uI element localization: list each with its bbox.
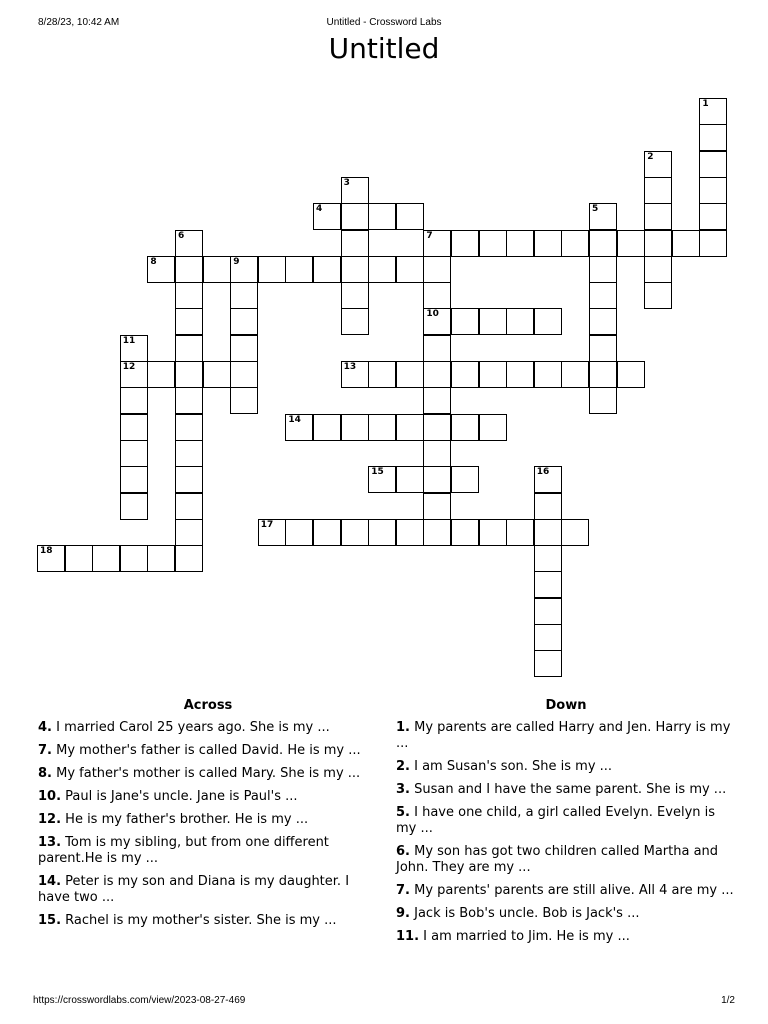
clue-text: My parents' parents are still alive. All 4 are my ... [409, 883, 734, 898]
crossword-cell[interactable] [423, 256, 451, 283]
print-page-number: 1/2 [721, 995, 735, 1006]
crossword-cell[interactable] [561, 519, 589, 546]
crossword-cell[interactable] [644, 177, 672, 204]
crossword-cell[interactable] [230, 387, 258, 414]
clue-text: Rachel is my mother's sister. She is my ... [61, 913, 337, 928]
crossword-cell[interactable] [699, 203, 727, 230]
clue-text: My father's mother is called Mary. She is my ... [51, 766, 361, 781]
crossword-cell[interactable] [699, 124, 727, 151]
clue-number: 3. [396, 782, 410, 797]
crossword-cell[interactable] [313, 203, 341, 230]
crossword-cell[interactable] [423, 308, 451, 335]
crossword-cell[interactable] [341, 414, 369, 441]
across-clues [38, 698, 378, 936]
crossword-cell[interactable] [644, 230, 672, 257]
clue-text: My mother's father is called David. He is my ... [51, 743, 361, 758]
crossword-cell[interactable] [175, 308, 203, 335]
crossword-cell[interactable] [423, 466, 451, 493]
across-clue [38, 835, 378, 867]
crossword-cell[interactable] [451, 466, 479, 493]
crossword-cell[interactable] [479, 308, 507, 335]
crossword-cell[interactable] [423, 230, 451, 257]
print-datetime: 8/28/23, 10:42 AM [38, 17, 120, 28]
clue-text: Paul is Jane's uncle. Jane is Paul's ... [61, 789, 298, 804]
crossword-cell[interactable] [644, 282, 672, 309]
cell-number: 2 [647, 151, 654, 162]
across-clue [38, 874, 378, 906]
crossword-cell[interactable] [230, 335, 258, 362]
crossword-cell[interactable] [451, 414, 479, 441]
crossword-cell[interactable] [396, 466, 424, 493]
crossword-cell[interactable] [534, 361, 562, 388]
cell-number: 18 [40, 546, 53, 557]
crossword-cell[interactable] [617, 230, 645, 257]
crossword-cell[interactable] [561, 361, 589, 388]
across-clue [38, 766, 378, 782]
crossword-cell[interactable] [147, 256, 175, 283]
crossword-cell[interactable] [506, 361, 534, 388]
crossword-cell[interactable] [534, 598, 562, 625]
crossword-cell[interactable] [120, 493, 148, 520]
down-clue [396, 759, 736, 775]
across-clue [38, 789, 378, 805]
crossword-cell[interactable] [589, 230, 617, 257]
crossword-cell[interactable] [534, 519, 562, 546]
crossword-cell[interactable] [699, 230, 727, 257]
clue-number: 6. [396, 844, 410, 859]
crossword-cell[interactable] [589, 308, 617, 335]
cell-number: 15 [371, 467, 384, 478]
cell-number: 3 [343, 177, 350, 188]
down-clue [396, 844, 736, 876]
crossword-cell[interactable] [423, 493, 451, 520]
crossword-cell[interactable] [120, 361, 148, 388]
crossword-cell[interactable] [534, 493, 562, 520]
clue-number: 14. [38, 874, 62, 889]
clue-text: I am married to Jim. He is my ... [419, 929, 630, 944]
cell-number: 10 [426, 309, 439, 320]
clue-text: He is my father's brother. He is my ... [61, 812, 309, 827]
crossword-cell[interactable] [423, 282, 451, 309]
clue-number: 5. [396, 805, 410, 820]
clue-number: 9. [396, 906, 410, 921]
crossword-cell[interactable] [175, 545, 203, 572]
down-clue [396, 805, 736, 837]
print-url: https://crosswordlabs.com/view/2023-08-27-469 [33, 995, 246, 1006]
cell-number: 5 [592, 204, 599, 215]
cell-number: 9 [233, 256, 240, 267]
puzzle-title: Untitled [328, 32, 440, 65]
crossword-cell[interactable] [644, 151, 672, 178]
crossword-cell[interactable] [175, 256, 203, 283]
crossword-cell[interactable] [423, 414, 451, 441]
clue-number: 1. [396, 720, 410, 735]
down-clue [396, 720, 736, 752]
crossword-cell[interactable] [203, 256, 231, 283]
down-clue [396, 883, 736, 899]
crossword-cell[interactable] [230, 282, 258, 309]
crossword-cell[interactable] [534, 466, 562, 493]
crossword-cell[interactable] [534, 308, 562, 335]
cell-number: 17 [260, 519, 274, 530]
crossword-cell[interactable] [644, 203, 672, 230]
crossword-cell[interactable] [258, 256, 286, 283]
crossword-cell[interactable] [589, 335, 617, 362]
crossword-cell[interactable] [534, 650, 562, 677]
crossword-cell[interactable] [506, 519, 534, 546]
crossword-cell[interactable] [120, 440, 148, 467]
crossword-cell[interactable] [479, 230, 507, 257]
crossword-cell[interactable] [699, 98, 727, 125]
crossword-cell[interactable] [175, 282, 203, 309]
crossword-cell[interactable] [120, 335, 148, 362]
crossword-cell[interactable] [451, 308, 479, 335]
crossword-cell[interactable] [699, 177, 727, 204]
down-heading: Down [545, 698, 587, 713]
crossword-cell[interactable] [617, 361, 645, 388]
crossword-cell[interactable] [175, 230, 203, 257]
crossword-cell[interactable] [341, 177, 369, 204]
crossword-cell[interactable] [175, 335, 203, 362]
crossword-cell[interactable] [589, 282, 617, 309]
crossword-cell[interactable] [479, 361, 507, 388]
clue-number: 11. [396, 929, 420, 944]
cell-number: 7 [426, 230, 433, 241]
cell-number: 11 [122, 335, 136, 346]
crossword-cell[interactable] [699, 151, 727, 178]
crossword-cell[interactable] [285, 414, 313, 441]
crossword-cell[interactable] [120, 545, 148, 572]
cell-number: 6 [178, 230, 185, 241]
clue-number: 13. [38, 835, 62, 850]
crossword-cell[interactable] [120, 466, 148, 493]
crossword-cell[interactable] [672, 230, 700, 257]
crossword-cell[interactable] [479, 414, 507, 441]
crossword-cell[interactable] [368, 361, 396, 388]
across-clue [38, 812, 378, 828]
cell-number: 8 [150, 256, 157, 267]
cell-number: 12 [122, 362, 136, 372]
crossword-cell[interactable] [423, 361, 451, 388]
crossword-cell[interactable] [341, 308, 369, 335]
crossword-cell[interactable] [423, 440, 451, 467]
cell-number: 4 [316, 204, 323, 215]
crossword-cell[interactable] [230, 308, 258, 335]
crossword-cell[interactable] [506, 308, 534, 335]
crossword-cell[interactable] [534, 624, 562, 651]
crossword-cell[interactable] [258, 519, 286, 546]
crossword-cell[interactable] [285, 519, 313, 546]
clue-text: Tom is my sibling, but from one different parent.He is my ... [38, 835, 329, 866]
crossword-cell[interactable] [175, 440, 203, 467]
crossword-cell[interactable] [285, 256, 313, 283]
crossword-cell[interactable] [589, 256, 617, 283]
clue-text: My son has got two children called Martha and John. They are my ... [396, 844, 719, 875]
crossword-cell[interactable] [368, 414, 396, 441]
crossword-cell[interactable] [451, 361, 479, 388]
crossword-cell[interactable] [534, 571, 562, 598]
crossword-cell[interactable] [175, 519, 203, 546]
crossword-cell[interactable] [147, 361, 175, 388]
clue-number: 2. [396, 759, 410, 774]
crossword-cell[interactable] [230, 256, 258, 283]
clue-text: I married Carol 25 years ago. She is my ... [51, 720, 330, 735]
clue-number: 10. [38, 789, 62, 804]
across-clue [38, 743, 378, 759]
cell-number: 13 [343, 362, 357, 372]
crossword-cell[interactable] [423, 335, 451, 362]
crossword-cell[interactable] [368, 519, 396, 546]
crossword-cell[interactable] [396, 519, 424, 546]
clue-text: Peter is my son and Diana is my daughter. I have two ... [38, 874, 350, 905]
crossword-cell[interactable] [120, 387, 148, 414]
crossword-cell[interactable] [341, 203, 369, 230]
crossword-cell[interactable] [341, 230, 369, 257]
cell-number: 14 [288, 414, 301, 425]
clue-number: 7. [396, 883, 410, 898]
crossword-cell[interactable] [506, 230, 534, 257]
crossword-cell[interactable] [396, 414, 424, 441]
crossword-cell[interactable] [396, 203, 424, 230]
clue-text: Susan and I have the same parent. She is my ... [409, 782, 727, 797]
crossword-cell[interactable] [479, 519, 507, 546]
crossword-cell[interactable] [589, 387, 617, 414]
crossword-cell[interactable] [451, 230, 479, 257]
down-clues [396, 698, 736, 952]
crossword-cell[interactable] [341, 256, 369, 283]
clue-number: 12. [38, 812, 62, 827]
clue-text: I have one child, a girl called Evelyn. Evelyn is my ... [396, 805, 716, 836]
crossword-cell[interactable] [534, 545, 562, 572]
crossword-cell[interactable] [120, 414, 148, 441]
crossword-cell[interactable] [175, 466, 203, 493]
crossword-cell[interactable] [92, 545, 120, 572]
across-heading: Across [183, 698, 233, 713]
crossword-cell[interactable] [368, 203, 396, 230]
crossword-cell[interactable] [396, 361, 424, 388]
crossword-cell[interactable] [175, 361, 203, 388]
cell-number: 16 [536, 467, 550, 478]
crossword-cell[interactable] [561, 230, 589, 257]
crossword-cell[interactable] [341, 282, 369, 309]
crossword-cell[interactable] [423, 387, 451, 414]
down-clue [396, 929, 736, 945]
clue-number: 15. [38, 913, 62, 928]
crossword-cell[interactable] [65, 545, 93, 572]
down-clue [396, 782, 736, 798]
crossword-cell[interactable] [175, 387, 203, 414]
crossword-cell[interactable] [313, 414, 341, 441]
clue-text: Jack is Bob's uncle. Bob is Jack's ... [409, 906, 640, 921]
crossword-cell[interactable] [313, 519, 341, 546]
crossword-cell[interactable] [313, 256, 341, 283]
crossword-cell[interactable] [203, 361, 231, 388]
across-clue [38, 720, 378, 736]
clue-text: My parents are called Harry and Jen. Harry is my ... [396, 720, 731, 751]
clue-text: I am Susan's son. She is my ... [409, 759, 613, 774]
crossword-cell[interactable] [589, 361, 617, 388]
crossword-cell[interactable] [423, 519, 451, 546]
clue-number: 7. [38, 743, 52, 758]
crossword-cell[interactable] [396, 256, 424, 283]
crossword-cell[interactable] [341, 361, 369, 388]
print-page-title: Untitled - Crossword Labs [326, 17, 442, 28]
across-clue [38, 913, 378, 929]
clue-number: 8. [38, 766, 52, 781]
down-clue [396, 906, 736, 922]
crossword-cell[interactable] [230, 361, 258, 388]
crossword-cell[interactable] [589, 203, 617, 230]
crossword-cell[interactable] [451, 519, 479, 546]
crossword-cell[interactable] [368, 256, 396, 283]
crossword-cell[interactable] [644, 256, 672, 283]
crossword-cell[interactable] [341, 519, 369, 546]
crossword-cell[interactable] [368, 466, 396, 493]
cell-number: 1 [702, 99, 709, 109]
crossword-cell[interactable] [534, 230, 562, 257]
crossword-cell[interactable] [175, 414, 203, 441]
crossword-cell[interactable] [175, 493, 203, 520]
clue-number: 4. [38, 720, 52, 735]
crossword-cell[interactable] [147, 545, 175, 572]
crossword-cell[interactable] [37, 545, 65, 572]
